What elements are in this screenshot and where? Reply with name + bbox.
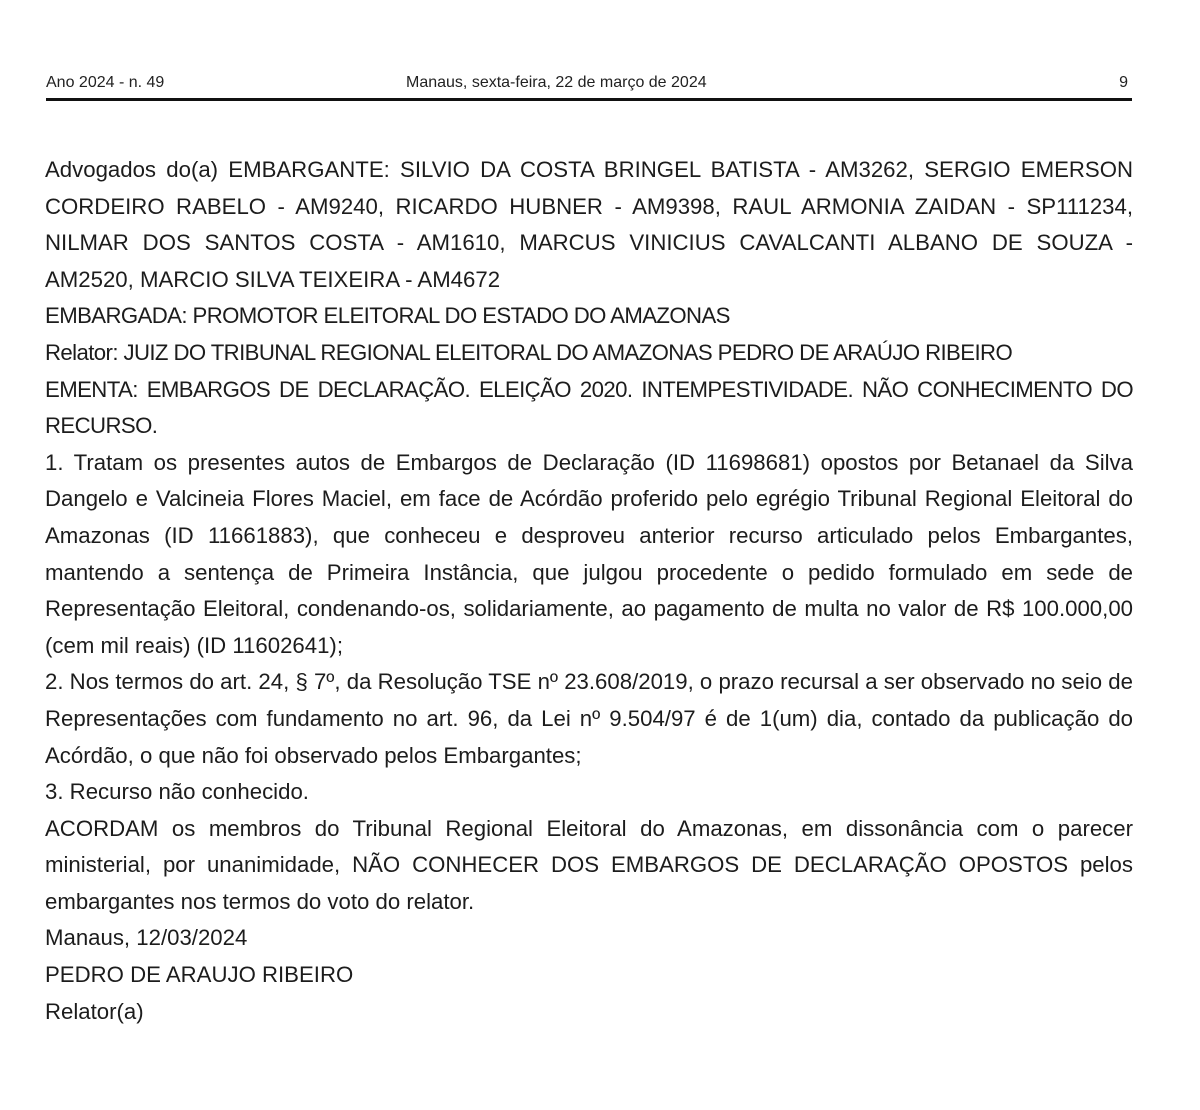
signatory-role: Relator(a) xyxy=(45,998,144,1024)
item-2-paragraph: 2. Nos termos do art. 24, § 7º, da Resolução TSE nº 23.608/2019, o prazo recursal a ser observado no seio de Representações com fundamento no art. 96, da Lei nº 9.504/97 é de 1(um) dia, contado da publicação do Acórdão, o que não foi observado pelos Embargantes; xyxy=(45,669,1133,768)
page-number: 9 xyxy=(1119,74,1128,91)
item-1-paragraph: 1. Tratam os presentes autos de Embargos de Declaração (ID 11698681) opostos por Betanael da Silva Dangelo e Valcineia Flores Maciel, em face de Acórdão proferido pelo egrégio Tribunal Regional Eleitoral do Amazonas (ID 11661883), que conheceu e desproveu anterior recurso articulado pelos Embargantes, mantendo a sentença de Primeira Instância, que julgou procedente o pedido formulado em sede de Representação Eleitoral, condenando-os, solidariamente, ao pagamento de multa no valor de R$ 100.000,00 (cem mil reais) (ID 11602641); xyxy=(45,449,1133,658)
dateline: Manaus, sexta-feira, 22 de março de 2024 xyxy=(406,74,707,91)
edition-number: Ano 2024 - n. 49 xyxy=(46,74,165,91)
advogados-paragraph: Advogados do(a) EMBARGANTE: SILVIO DA COSTA BRINGEL BATISTA - AM3262, SERGIO EMERSON CORDEIRO RABELO - AM9240, RICARDO HUBNER - AM9398, RAUL ARMONIA ZAIDAN - SP111234, NILMAR DOS SANTOS COSTA - AM1610, MARCUS VINICIUS CAVALCANTI ALBANO DE SOUZA - AM2520, MARCIO SILVA TEIXEIRA - AM4672 xyxy=(45,157,1133,292)
relator-paragraph: Relator: JUIZ DO TRIBUNAL REGIONAL ELEITORAL DO AMAZONAS PEDRO DE ARAÚJO RIBEIRO xyxy=(45,339,1013,365)
item-3-paragraph: 3. Recurso não conhecido. xyxy=(45,779,309,805)
page-header xyxy=(46,74,1132,96)
header-rule xyxy=(46,98,1132,101)
signatory-name: PEDRO DE ARAUJO RIBEIRO xyxy=(45,962,354,988)
place-date: Manaus, 12/03/2024 xyxy=(45,925,248,951)
acordam-paragraph: ACORDAM os membros do Tribunal Regional Eleitoral do Amazonas, em dissonância com o parecer ministerial, por unanimidade, NÃO CONHECER DOS EMBARGOS DE DECLARAÇÃO OPOSTOS pelos embargantes nos termos do voto do relator. xyxy=(45,815,1133,914)
document-body xyxy=(45,152,1133,1030)
ementa-paragraph: EMENTA: EMBARGOS DE DECLARAÇÃO. ELEIÇÃO 2020. INTEMPESTIVIDADE. NÃO CONHECIMENTO DO RECURSO. xyxy=(45,376,1133,439)
embargada-paragraph: EMBARGADA: PROMOTOR ELEITORAL DO ESTADO DO AMAZONAS xyxy=(45,303,730,329)
